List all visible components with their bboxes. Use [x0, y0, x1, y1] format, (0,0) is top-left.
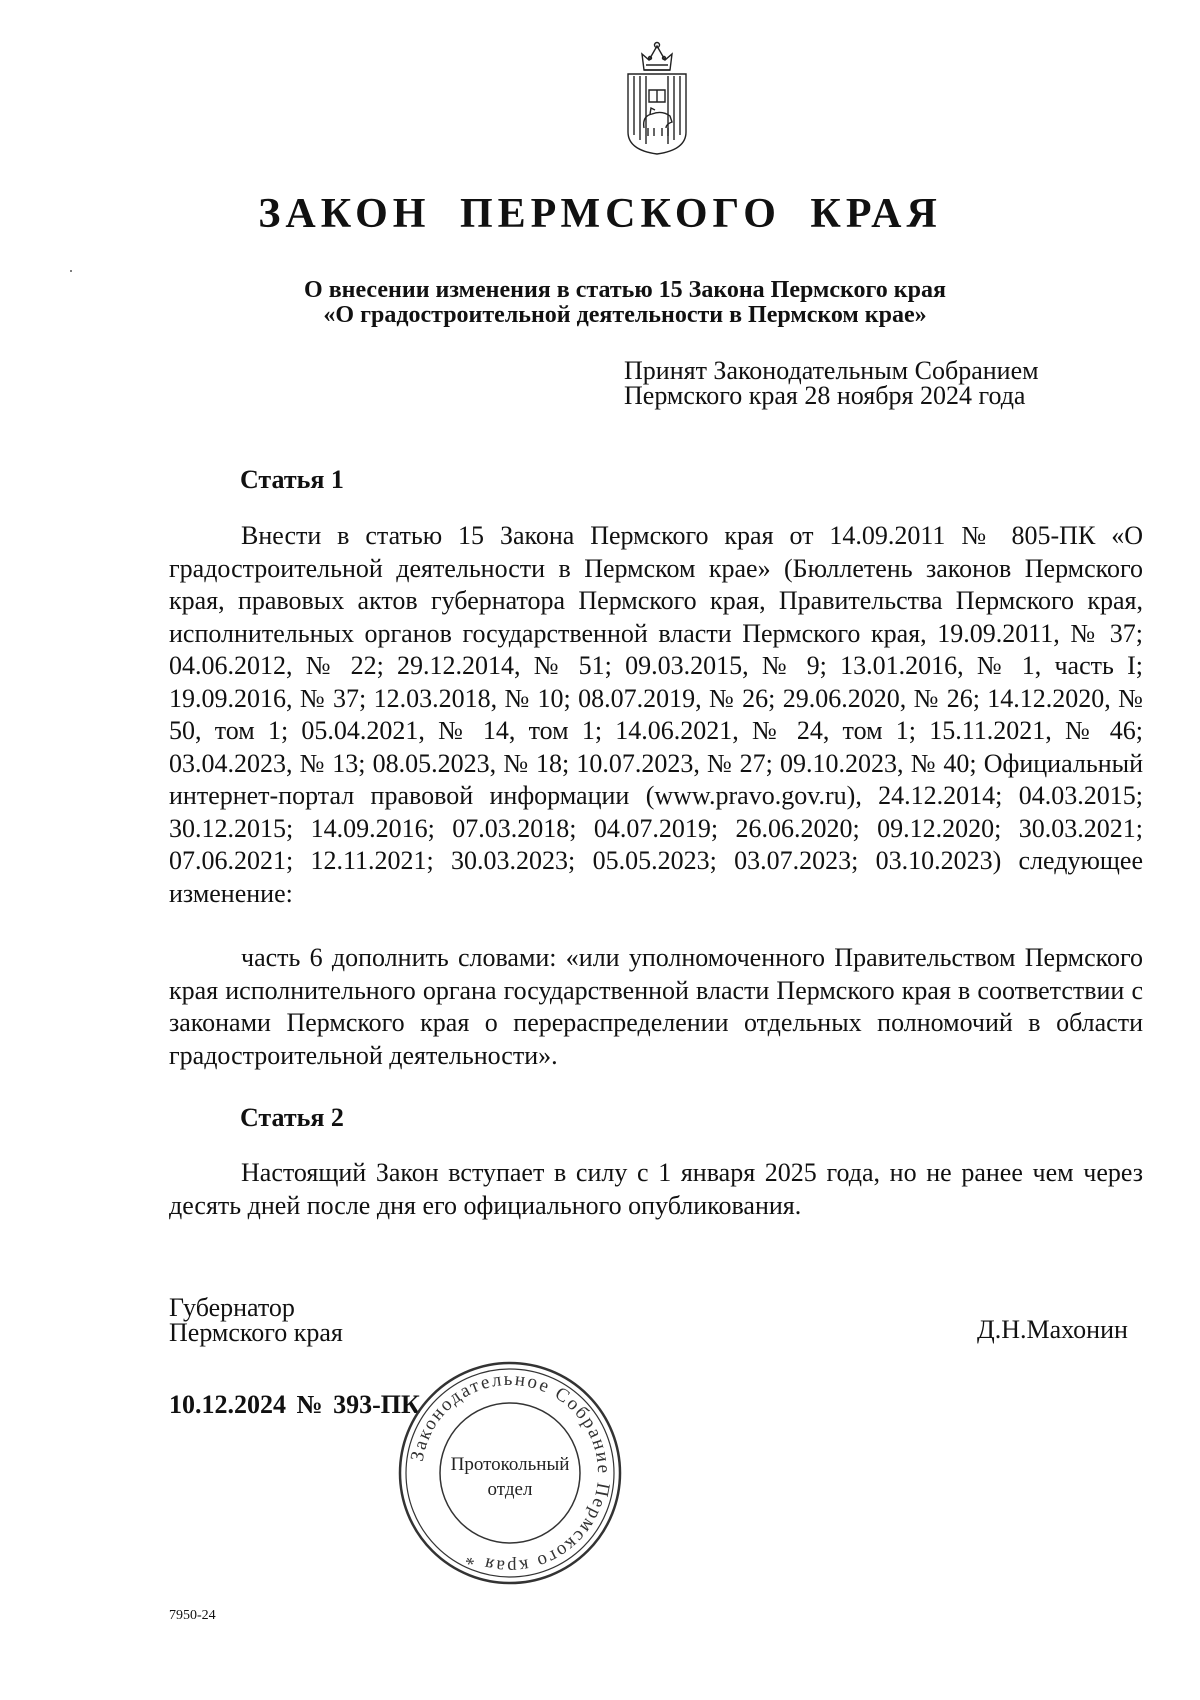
- signatory-position: [169, 1295, 343, 1345]
- stamp-center-line: Протокольный: [450, 1454, 570, 1475]
- registry-number: 7950-24: [169, 1608, 216, 1623]
- signatory-name: Д.Н.Махонин: [977, 1315, 1128, 1344]
- scan-speck: [70, 270, 72, 272]
- law-subtitle-line: О внесении изменения в статью 15 Закона Пермского края: [304, 277, 946, 303]
- signatory-position-line: Губернатор: [169, 1293, 295, 1322]
- adoption-note: [624, 358, 1039, 408]
- law-title: ЗАКОН ПЕРМСКОГО КРАЯ: [258, 191, 942, 237]
- article-2-heading: Статья 2: [240, 1103, 344, 1132]
- stamp-center-line: отдел: [487, 1479, 533, 1500]
- adoption-line: Пермского края 28 ноября 2024 года: [624, 381, 1026, 410]
- stamp-ring-text: Законодательное Собрание Пермского края *: [406, 1368, 615, 1578]
- official-stamp: [395, 1358, 625, 1588]
- article-1-heading: Статья 1: [240, 465, 344, 494]
- article-2-paragraph: Настоящий Закон вступает в силу с 1 января 2025 года, но не ранее чем через десять дней после дня его официального опубликования.: [169, 1158, 1143, 1220]
- article-1-paragraph: Внести в статью 15 Закона Пермского края от 14.09.2011 № 805-ПК «О градостроительной деятельности в Пермском крае» (Бюллетень законов Пермского края, правовых актов губернатора Пермского края, Правительства Пермского края, исполнительных органов государственной власти Пермского края, 19.09.2011, № 37; 04.06.2012, № 22; 29.12.2014, № 51; 09.03.2015, № 9; 13.01.2016, № 1, часть I; 19.09.2016, № 37; 12.03.2018, № 10; 08.07.2019, № 26; 29.06.2020, № 26; 14.12.2020, № 50, том 1; 05.04.2021, № 14, том 1; 14.06.2021, № 24, том 1; 15.11.2021, № 46; 03.04.2023, № 13; 08.05.2023, № 18; 10.07.2023, № 27; 09.10.2023, № 40; Официальный интернет-портал правовой информации (www.pravo.gov.ru), 24.12.2014; 04.03.2015; 30.12.2015; 14.09.2016; 07.03.2018; 04.07.2019; 26.06.2020; 09.12.2020; 30.03.2021; 07.06.2021; 12.11.2021; 30.03.2023; 05.05.2023; 03.07.2023; 03.10.2023) следующее изменение:: [169, 521, 1143, 908]
- law-subtitle: [0, 278, 1200, 328]
- article-1-amendment-paragraph: часть 6 дополнить словами: «или уполномоченного Правительством Пермского края исполнительного органа государственной власти Пермского края в соответствии с законами Пермского края о перераспределении отдельных полномочий в области градостроительной деятельности».: [169, 943, 1143, 1070]
- adoption-line: Принят Законодательным Собранием: [624, 356, 1039, 385]
- coat-of-arms-icon: [622, 40, 692, 155]
- law-date-number: 10.12.2024 № 393-ПК: [169, 1390, 420, 1419]
- law-subtitle-line: «О градостроительной деятельности в Пермском крае»: [323, 302, 927, 328]
- signatory-position-line: Пермского края: [169, 1318, 343, 1347]
